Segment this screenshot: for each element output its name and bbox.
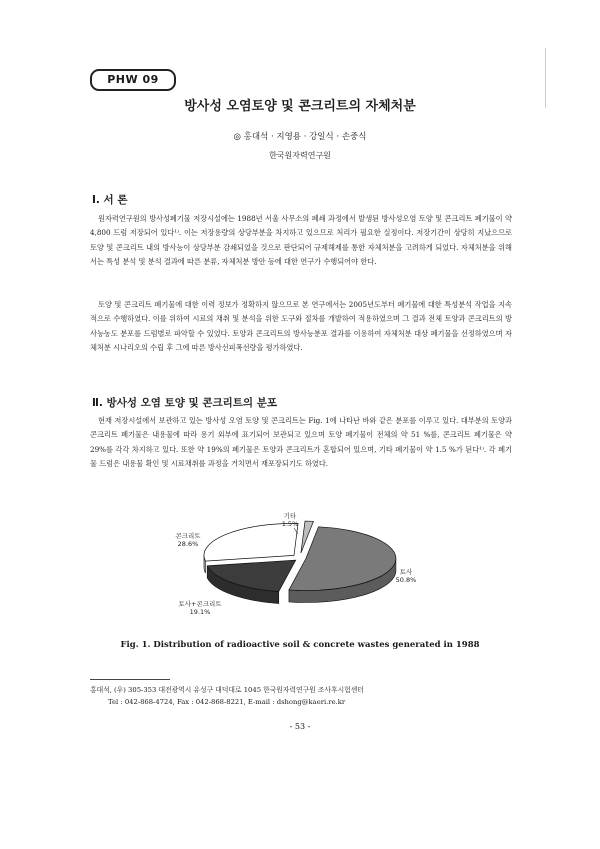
- intro-paragraph-2: 토양 및 콘크리트 폐기물에 대한 이력 정보가 정확하지 않으므로 본 연구에서는 2005년도부터 폐기물에 대한 특성분석 작업을 지속적으로 수행하였다. 이를 위하여 시료의 채취 및 분석을 위한 도구와 절차를 개발하여 적용하였으며 그 결과 전체 토양과 콘크리트의 방사능농도 분포를 드럼별로 파악할 수 있었다. 토양과 콘크리트의 방사능분포 결과를 이용하여 자체처분 대상 폐기물을 선정하였으며 자체처분 시나리오의 수립 후 그에 따른 방사선피폭선량을 평가하였다.: [90, 300, 512, 352]
- distribution-paragraph: 현재 저장시설에서 보관하고 있는 방사성 오염 토양 및 콘크리트는 Fig. 1에 나타난 바와 같은 분포를 이루고 있다. 대부분의 토양과 콘크리트 폐기물은 내용물에 따라 용기 외부에 표기되어 보관되고 있으며 토양 폐기물이 전체의 약 51 %를, 콘크리트 폐기물은 약 29%를 각각 차지하고 있다. 또한 약 19%의 폐기물은 토양과 콘크리트가 혼합되어 있으며, 기타 폐기물이 약 1.5 %가 된다¹⁾. 각 폐기물 드럼은 내용물 확인 및 시료채취를 과정을 거치면서 재포장되기도 하였다.: [90, 416, 512, 468]
- section-heading-distribution: Ⅱ. 방사성 오염 토양 및 콘크리트의 분포: [92, 397, 277, 409]
- authors: ◎ 홍대석 · 지영용 · 강일식 · 손중식: [233, 132, 367, 142]
- footnote-divider: [90, 679, 170, 680]
- page-number: - 53 -: [289, 722, 311, 731]
- pie-value-2: 28.6%: [177, 540, 199, 548]
- paper-title: 방사성 오염토양 및 콘크리트의 자체처분: [184, 99, 416, 114]
- pie-label-2: 콘크리트: [175, 532, 201, 540]
- pie-chart: [170, 510, 430, 630]
- pie-value-3: 1.5%: [281, 520, 299, 528]
- footnote-address: 홍대석, (우) 305-353 대전광역시 유성구 대덕대로 1045 한국원자력연구원 조사후시험센터: [90, 686, 364, 694]
- intro-paragraph-1: 원자력연구원의 방사성폐기물 저장시설에는 1988년 서울 사무소의 폐쇄 과정에서 발생된 방사성오염 토양 및 콘크리트 폐기물이 약 4,800 드럼 저장되어 있다¹⁾. 이는 저장용량의 상당부분을 차지하고 있으므로 처리가 필요한 실정이다. 저장기간이 상당히 지났으므로 토양 및 콘크리트 내의 방사능이 상당부분 감쇄되었을 것으로 판단되어 규제해제를 통한 자체처분을 고려하게 되었다. 자체처분을 위해서는 특성 분석 및 분석 결과에 따른 분류, 자체처분 방안 등에 대한 연구가 수행되어야 한다.: [90, 214, 512, 266]
- footnote-contact: Tel : 042-868-4724, Fax : 042-868-8221, E-mail : dshong@kaeri.re.kr: [108, 698, 346, 706]
- pie-value-0: 50.8%: [395, 576, 417, 584]
- pie-label-1: 토사+콘크리트: [178, 600, 222, 608]
- pie-label-3: 기타: [283, 512, 297, 520]
- affiliation: 한국원자력연구원: [269, 151, 331, 160]
- pie-value-1: 19.1%: [189, 608, 211, 616]
- pie-slice-2: [204, 523, 298, 561]
- figure-caption: Fig. 1. Distribution of radioactive soil & concrete wastes generated in 1988: [120, 640, 480, 650]
- pie-label-0: 토사: [399, 568, 413, 576]
- section-heading-intro: Ⅰ. 서 론: [92, 194, 128, 206]
- session-code-badge: PHW 09: [90, 69, 176, 91]
